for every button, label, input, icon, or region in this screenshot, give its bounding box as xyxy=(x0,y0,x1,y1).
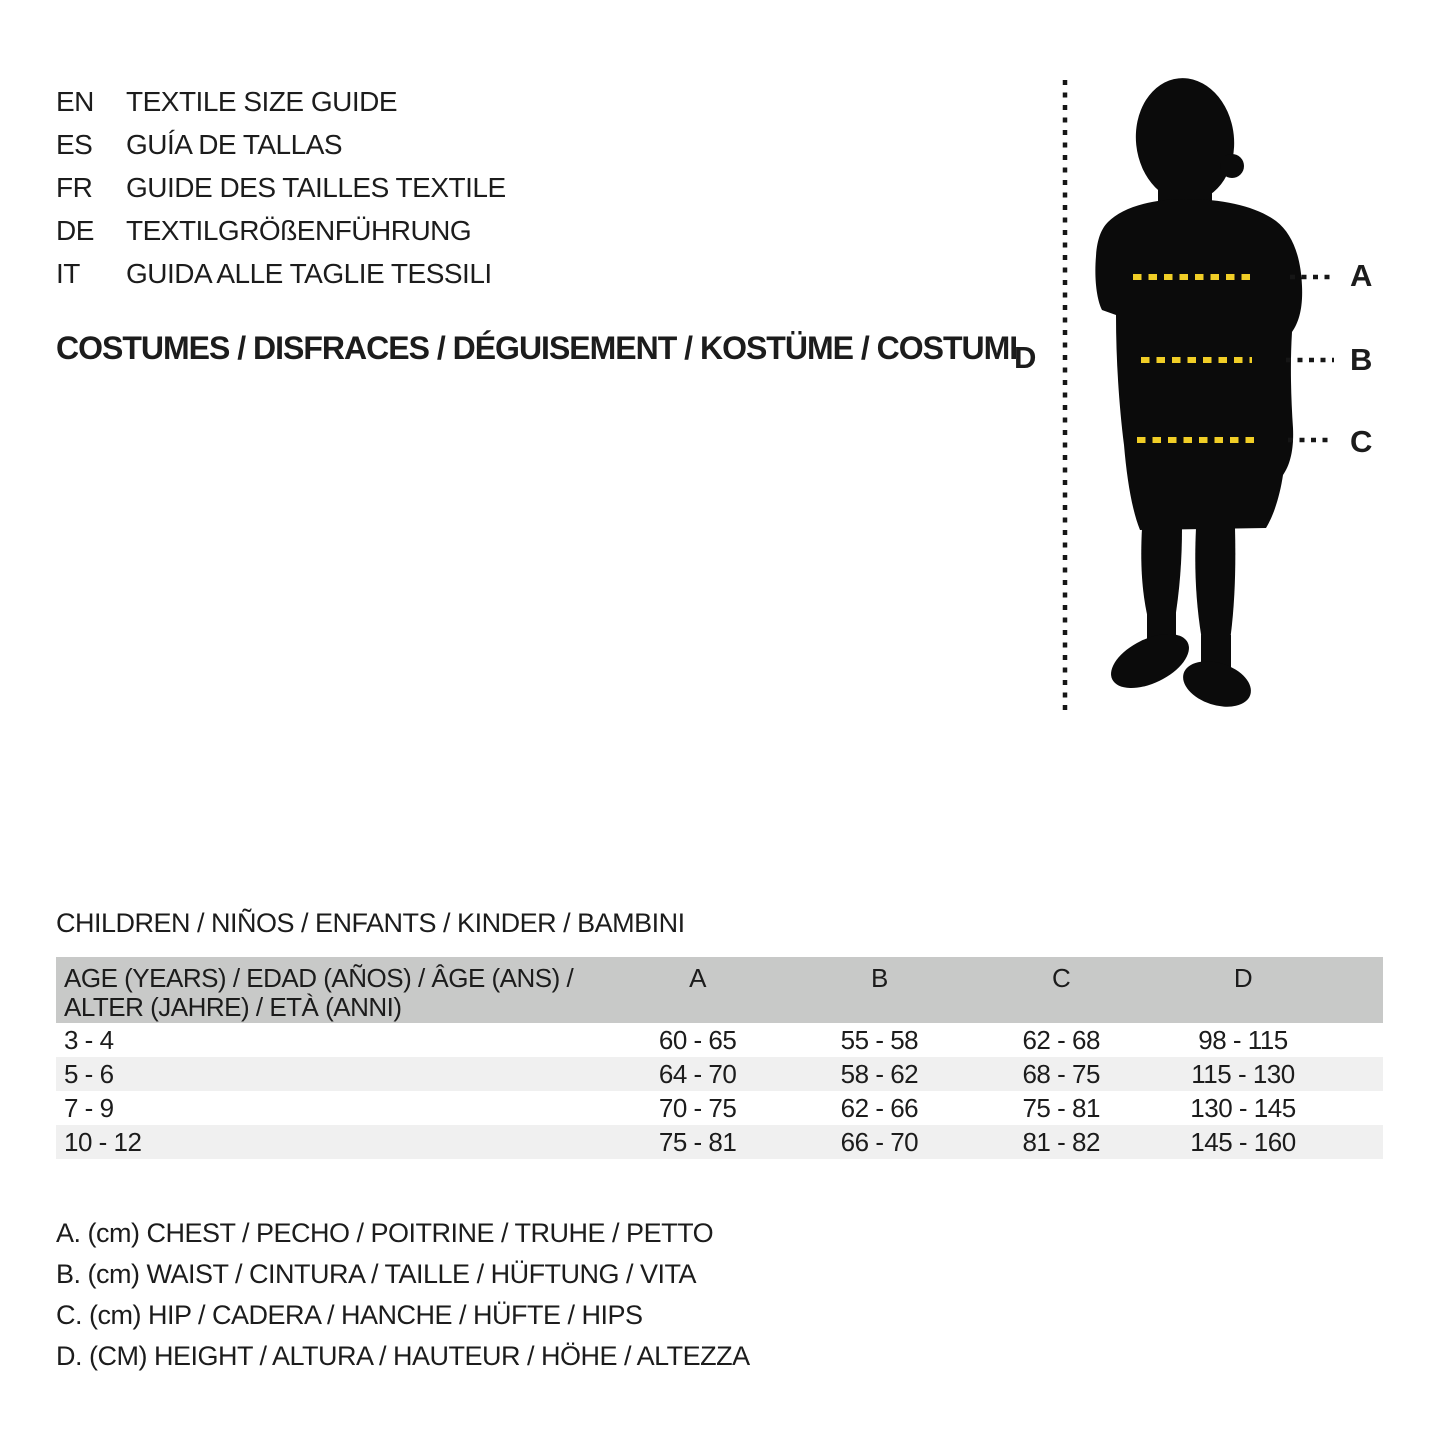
header-filler-cell xyxy=(1334,957,1383,1023)
language-code: ES xyxy=(56,128,93,160)
category-title: COSTUMES / DISFRACES / DÉGUISEMENT / KOSTÜME / COSTUMI xyxy=(56,330,1018,366)
table-row xyxy=(56,1023,1383,1057)
guide-title-es: GUÍA DE TALLAS xyxy=(126,128,343,160)
chest-range-cell: 75 - 81 xyxy=(607,1125,789,1159)
table-row xyxy=(56,1091,1383,1125)
column-header-a: A xyxy=(607,957,789,1023)
hip-range-cell: 62 - 68 xyxy=(1022,1025,1100,1055)
language-row xyxy=(56,252,506,295)
age-cell: 10 - 12 xyxy=(56,1125,607,1159)
age-header-line1: AGE (YEARS) / EDAD (AÑOS) / ÂGE (ANS) / xyxy=(64,963,574,993)
language-code: FR xyxy=(56,171,93,203)
filler-cell xyxy=(1334,1125,1383,1159)
height-range-cell: 130 - 145 xyxy=(1190,1093,1296,1123)
waist-range-cell: 66 - 70 xyxy=(789,1125,971,1159)
measure-label-a: A xyxy=(1350,258,1372,293)
filler-cell xyxy=(1334,1057,1383,1091)
legend-waist: B. (cm) WAIST / CINTURA / TAILLE / HÜFTUNG / VITA xyxy=(56,1259,697,1289)
children-section-title: CHILDREN / NIÑOS / ENFANTS / KINDER / BAMBINI xyxy=(56,908,685,938)
height-range-cell: 115 - 130 xyxy=(1152,1057,1334,1091)
legend-hip: C. (cm) HIP / CADERA / HANCHE / HÜFTE / HIPS xyxy=(56,1300,643,1330)
guide-title-fr: GUIDE DES TAILLES TEXTILE xyxy=(126,171,506,203)
chest-range-cell: 60 - 65 xyxy=(658,1025,737,1055)
measurement-legend xyxy=(56,1213,750,1377)
age-cell: 7 - 9 xyxy=(64,1093,114,1123)
language-code: IT xyxy=(56,257,80,289)
language-row xyxy=(56,123,506,166)
table-header-row xyxy=(56,957,1383,1023)
age-header-line2: ALTER (JAHRE) / ETÀ (ANNI) xyxy=(64,992,402,1022)
hip-range-cell: 81 - 82 xyxy=(970,1125,1152,1159)
language-code: EN xyxy=(56,85,94,117)
column-header-b: B xyxy=(789,957,971,1023)
guide-title-de: TEXTILGRÖßENFÜHRUNG xyxy=(126,214,472,246)
hip-range-cell: 75 - 81 xyxy=(1022,1093,1100,1123)
guide-title-en: TEXTILE SIZE GUIDE xyxy=(126,85,398,117)
legend-height: D. (CM) HEIGHT / ALTURA / HAUTEUR / HÖHE / ALTEZZA xyxy=(56,1341,750,1371)
waist-range-cell: 62 - 66 xyxy=(840,1093,919,1123)
age-cell: 5 - 6 xyxy=(56,1057,607,1091)
guide-title-it: GUIDA ALLE TAGLIE TESSILI xyxy=(126,257,492,289)
age-column-header xyxy=(56,957,607,1023)
age-cell: 3 - 4 xyxy=(64,1025,114,1055)
table-row xyxy=(56,1125,1383,1159)
column-header-d: D xyxy=(1152,957,1334,1023)
height-range-cell: 98 - 115 xyxy=(1198,1025,1288,1055)
hip-range-cell: 68 - 75 xyxy=(970,1057,1152,1091)
language-title-list xyxy=(56,80,506,295)
table-row xyxy=(56,1057,1383,1091)
language-code: DE xyxy=(56,214,94,246)
waist-range-cell: 58 - 62 xyxy=(789,1057,971,1091)
column-header-c: C xyxy=(970,957,1152,1023)
height-range-cell: 145 - 160 xyxy=(1152,1125,1334,1159)
measure-label-b: B xyxy=(1350,342,1372,377)
filler-cell xyxy=(1334,1023,1383,1057)
child-silhouette-icon xyxy=(1095,73,1302,715)
language-row xyxy=(56,80,506,123)
measure-label-d: D xyxy=(1014,340,1036,375)
waist-range-cell: 55 - 58 xyxy=(840,1025,919,1055)
language-row xyxy=(56,166,506,209)
chest-range-cell: 70 - 75 xyxy=(658,1093,737,1123)
language-row xyxy=(56,209,506,252)
legend-chest: A. (cm) CHEST / PECHO / POITRINE / TRUHE / PETTO xyxy=(56,1218,714,1248)
measure-label-c: C xyxy=(1350,424,1372,459)
children-size-table xyxy=(56,957,1383,1159)
chest-range-cell: 64 - 70 xyxy=(607,1057,789,1091)
filler-cell xyxy=(1334,1091,1383,1125)
child-measurement-diagram xyxy=(990,60,1445,730)
